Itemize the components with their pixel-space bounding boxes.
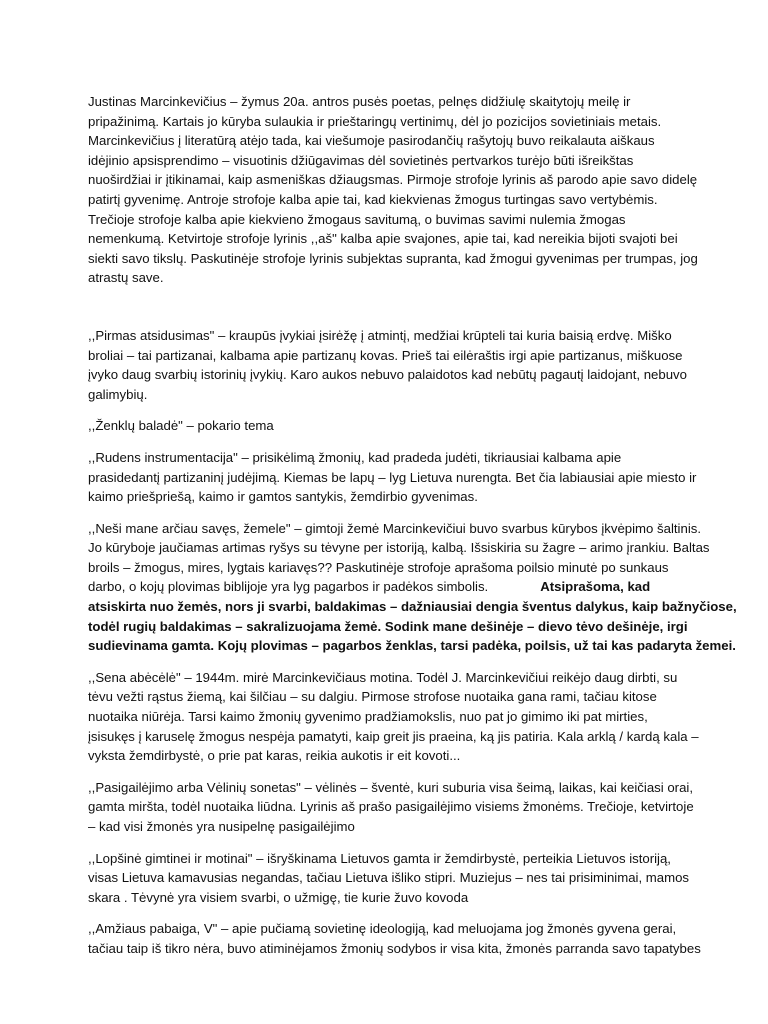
bold-text-line: todėl rugių baldakimas – sakralizuojama žemė. Sodink mane dešinėje – dievo tėvo dešinėje, irgi — [88, 618, 688, 634]
text-line: ,,Pasigailėjimo arba Vėlinių sonetas" – vėlinės – šventė, kuri suburia visa šeimą, laikas, kai keičiasi orai, — [88, 779, 693, 795]
text-line: ,,Neši mane arčiau savęs, žemele" – gimtoji žemė Marcinkevičiui buvo svarbus kūrybos įkvėpimo šaltinis. — [88, 520, 702, 536]
paragraph-zenklu-balade — [88, 416, 688, 436]
text-line: Marcinkevičius į literatūrą atėjo tada, kai viešumoje pasirodančių rašytojų buvo reikalauta aiškaus — [88, 133, 655, 149]
paragraph-pirmas-atsidusimas — [88, 326, 688, 404]
bold-text-line: sudievinama gamta. Kojų plovimas – pagarbos ženklas, tarsi padėka, poilsis, už tai kas padaryta žemei. — [88, 638, 736, 654]
text-line: patirtį gyvenimę. Antroje strofoje kalba apie tai, kad kiekvienas žmogus turtingas savo vertybėmis. — [88, 191, 658, 207]
text-line: vyksta žemdirbystė, o prie pat karas, reikia aukotis ir eit kovoti... — [88, 748, 461, 764]
text-line: tėvu vežti rąstus žiemą, kai šilčiau – su dalgiu. Pirmose strofose nuotaika gana rami, tačiau kitose — [88, 689, 657, 705]
text-run: darbo, o kojų plovimas biblijoje yra lyg pagarbos ir padėkos simbolis. — [88, 579, 489, 595]
document-page — [88, 92, 737, 959]
text-line: skara . Tėvynė yra visiem svarbi, o užmigę, tie kurie žuvo kovoda — [88, 889, 469, 905]
paragraph-amziaus-pabaiga — [88, 919, 701, 958]
text-line: siekti savo tikslų. Paskutinėje strofoje lyrinis subjektas supranta, kad žmogui gyvenimas per trumpas, jog — [88, 250, 698, 266]
text-line: ,,Rudens instrumentacija" – prisikėlimą žmonių, kad pradeda judėti, tikriausiai kalbama apie — [88, 449, 622, 465]
text-line: broliai – tai partizanai, kalbama apie partizanų kovas. Prieš tai eilėraštis irgi apie partizanus, miškuose — [88, 347, 683, 363]
text-line: nuotaika niūrėja. Tarsi kaimo žmonių gyvenimo pradžiamokslis, nuo pat jo gimimo iki pat mirties, — [88, 709, 648, 725]
text-line: Jo kūryboje jaučiamas artimas ryšys su tėvyne per istoriją, kalbą. Išsiskiria su žagre – arimo įrankiu. Baltas — [88, 540, 710, 556]
text-line: idėjinio apsisprendimo – visuotinis džiūgavimas dėl sovietinės pertvarkos turėjo būti išreikštas — [88, 152, 634, 168]
paragraph-lopsine-gimtinei — [88, 849, 688, 908]
text-line: nuoširdžiai ir įtikinamai, kaip asmeniškas džiaugsmas. Pirmoje strofoje lyrinis aš parodo apie savo didelę — [88, 172, 698, 188]
text-line: pripažinimą. Kartais jo kūryba sulaukia ir prieštaringų vertinimų, dėl jo pozicijos sovietiniais metais. — [88, 113, 662, 129]
paragraph-pasigailejimo-sonetas — [88, 778, 694, 837]
text-line: ,,Amžiaus pabaiga, V" – apie pučiamą sovietinę ideologiją, kad meluojama jog žmonės gyvena gerai, — [88, 921, 677, 937]
text-line: nemenkumą. Ketvirtoje strofoje lyrinis ,,aš" kalba apie svajones, apie tai, kad nereikia bijoti svajoti bei — [88, 231, 678, 247]
text-line: Trečioje strofoje kalba apie kiekvieno žmogaus savitumą, o buvimas savimi nulemia žmogas — [88, 211, 626, 227]
text-line: galimybių. — [88, 386, 148, 402]
text-line: ,,Pirmas atsidusimas" – kraupūs įvykiai įsirėžę į atmintį, medžiai krūpteli tai kuria baisią erdvę. Miško — [88, 327, 672, 343]
paragraph-rudens-instrumentacija — [88, 448, 697, 507]
text-line: įvyko daug svarbių istorinių įvykių. Karo aukos nebuvo palaidotos kad nebūtų pagautį laidojant, nebuvo — [88, 367, 687, 383]
text-line: tačiau taip iš tikro nėra, buvo atiminėjamos žmonių sodybos ir visa kita, žmonės parranda savo tapatybes — [88, 940, 701, 956]
bold-text-line: atsiskirta nuo žemės, nors ji svarbi, baldakimas – dažniausiai dengia šventus dalykus, kaip bažnyčiose, — [88, 599, 737, 615]
paragraph-intro — [88, 92, 698, 288]
text-line: atrastų save. — [88, 270, 164, 286]
text-line: visas Lietuva kamavusias negandas, tačiau Lietuva išliko stipri. Muziejus – nes tai prisiminimai, mamos — [88, 870, 690, 886]
text-line: ,,Sena abėcėlė" – 1944m. mirė Marcinkevičiaus motina. Todėl J. Marcinkevičiui reikėjo daug dirbti, su — [88, 669, 678, 685]
text-line: ,,Ženklų baladė" – pokario tema — [88, 418, 274, 434]
bold-text-run: Atsiprašoma, kad — [540, 579, 651, 595]
text-line: ,,Lopšinė gimtinei ir motinai" – išryškinama Lietuvos gamta ir žemdirbystė, perteikia Lietuvos istoriją, — [88, 850, 671, 866]
paragraph-sena-abecele — [88, 668, 699, 766]
text-line: – kad visi žmonės yra nusipelnę pasigailėjimo — [88, 819, 355, 834]
text-line: prasidedantį partizaninį judėjimą. Kiemas be lapų – lyg Lietuva nurengta. Bet čia labiausiai apie miesto ir — [88, 469, 697, 485]
text-line: kaimo priešpriešą, kaimo ir gamtos santykis, žemdirbio gyvenimas. — [88, 489, 478, 505]
paragraph-nesi-mane — [88, 519, 737, 656]
text-line: broils – žmogus, mires, lygtais kariavęs?? Paskutinėje strofoje aprašoma poilsio minutė po sunkaus — [88, 559, 669, 575]
text-line: Justinas Marcinkevičius – žymus 20a. antros pusės poetas, pelnęs didžiulę skaitytojų meilę ir — [88, 94, 631, 109]
text-line — [88, 577, 688, 597]
text-line: gamta miršta, todėl nuotaika liūdna. Lyrinis aš prašo pasigailėjimo visiems žmonėms. Trečioje, ketvirtoje — [88, 799, 694, 815]
text-line: įsisukęs į karuselę žmogus nespėja pamatyti, kaip greit jis praeina, ką jis patiria. Kala arklą / kardą kala – — [88, 728, 699, 744]
